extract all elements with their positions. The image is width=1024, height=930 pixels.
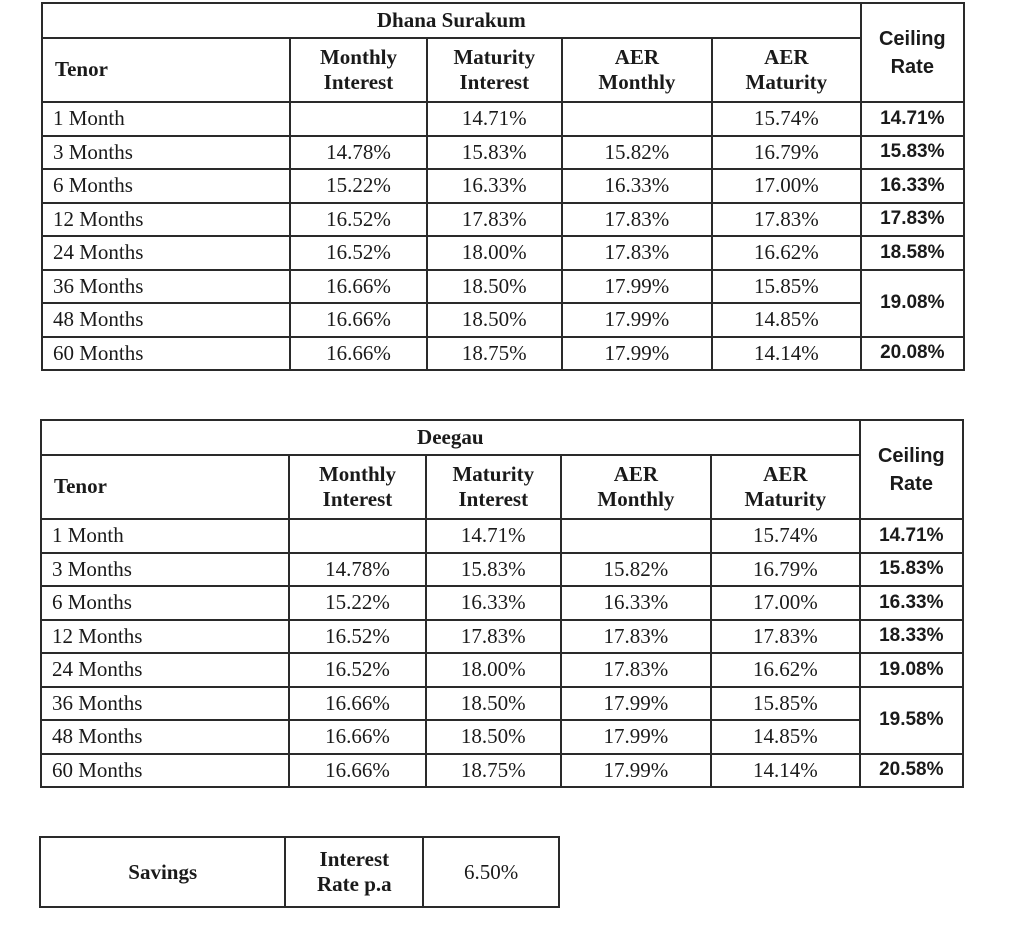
table-row: [41, 519, 963, 553]
maturity-interest-header: Maturity Interest: [427, 38, 562, 102]
aer-monthly-cell: 17.83%: [561, 620, 711, 654]
monthly-cell: 16.66%: [289, 720, 426, 754]
monthly-cell: 16.66%: [289, 687, 426, 721]
maturity-cell: 17.83%: [427, 203, 562, 237]
aer-monthly-cell: 17.99%: [562, 270, 712, 304]
tenor-cell: 3 Months: [42, 136, 290, 170]
aer-maturity-cell: 14.85%: [711, 720, 860, 754]
ceiling-rate-header: Ceiling Rate: [861, 3, 964, 102]
ceiling-cell: 16.33%: [860, 586, 963, 620]
ceiling-cell: 15.83%: [861, 136, 964, 170]
ceiling-cell: 19.08%: [860, 653, 963, 687]
monthly-interest-header: Monthly Interest: [290, 38, 427, 102]
tenor-cell: 60 Months: [41, 754, 289, 788]
table-row: [42, 169, 964, 203]
monthly-interest-header: Monthly Interest: [289, 455, 426, 519]
maturity-cell: 15.83%: [426, 553, 561, 587]
ceiling-cell: 18.58%: [861, 236, 964, 270]
aer-monthly-cell: 15.82%: [562, 136, 712, 170]
ceiling-cell: 19.08%: [861, 270, 964, 337]
ceiling-cell: 15.83%: [860, 553, 963, 587]
savings-table: [39, 836, 560, 908]
deegau-table: [40, 419, 964, 788]
monthly-cell: 15.22%: [290, 169, 427, 203]
ceiling-cell: 20.08%: [861, 337, 964, 371]
ceiling-cell: 14.71%: [861, 102, 964, 136]
aer-maturity-cell: 16.79%: [711, 553, 860, 587]
maturity-cell: 17.83%: [426, 620, 561, 654]
monthly-cell: [289, 519, 426, 553]
aer-monthly-cell: 17.99%: [562, 303, 712, 337]
tenor-header: Tenor: [42, 38, 290, 102]
maturity-cell: 18.75%: [426, 754, 561, 788]
table-title: Deegau: [41, 420, 860, 455]
dhana-surakum-table: [41, 2, 965, 371]
maturity-cell: 18.50%: [426, 687, 561, 721]
monthly-cell: 16.52%: [289, 653, 426, 687]
aer-monthly-cell: 17.99%: [561, 720, 711, 754]
aer-maturity-cell: 17.00%: [712, 169, 861, 203]
aer-monthly-header: AER Monthly: [562, 38, 712, 102]
maturity-cell: 18.00%: [426, 653, 561, 687]
aer-maturity-cell: 14.14%: [711, 754, 860, 788]
interest-rate-label: Interest Rate p.a: [285, 837, 423, 907]
aer-maturity-cell: 17.83%: [712, 203, 861, 237]
aer-monthly-cell: 17.83%: [562, 203, 712, 237]
maturity-cell: 18.50%: [426, 720, 561, 754]
monthly-cell: 16.52%: [290, 203, 427, 237]
table-row: [41, 620, 963, 654]
aer-monthly-cell: 17.83%: [562, 236, 712, 270]
aer-maturity-header: AER Maturity: [711, 455, 860, 519]
maturity-cell: 18.50%: [427, 303, 562, 337]
monthly-cell: 16.66%: [290, 303, 427, 337]
monthly-cell: 16.66%: [290, 337, 427, 371]
aer-monthly-cell: 16.33%: [561, 586, 711, 620]
table-row: [41, 754, 963, 788]
savings-label: Savings: [40, 837, 285, 907]
maturity-interest-header: Maturity Interest: [426, 455, 561, 519]
aer-maturity-cell: 14.85%: [712, 303, 861, 337]
monthly-cell: 14.78%: [290, 136, 427, 170]
monthly-cell: 15.22%: [289, 586, 426, 620]
monthly-cell: 16.66%: [290, 270, 427, 304]
aer-maturity-cell: 17.00%: [711, 586, 860, 620]
tenor-cell: 36 Months: [42, 270, 290, 304]
table-row: [41, 720, 963, 754]
aer-maturity-cell: 15.85%: [711, 687, 860, 721]
monthly-cell: 16.52%: [290, 236, 427, 270]
maturity-cell: 18.50%: [427, 270, 562, 304]
maturity-cell: 15.83%: [427, 136, 562, 170]
tenor-cell: 36 Months: [41, 687, 289, 721]
aer-maturity-cell: 15.74%: [712, 102, 861, 136]
table-row: [42, 203, 964, 237]
maturity-cell: 18.75%: [427, 337, 562, 371]
tenor-cell: 60 Months: [42, 337, 290, 371]
tenor-cell: 12 Months: [41, 620, 289, 654]
monthly-cell: 14.78%: [289, 553, 426, 587]
tenor-cell: 12 Months: [42, 203, 290, 237]
aer-monthly-cell: [562, 102, 712, 136]
ceiling-cell: 20.58%: [860, 754, 963, 788]
tenor-header: Tenor: [41, 455, 289, 519]
maturity-cell: 16.33%: [426, 586, 561, 620]
aer-maturity-header: AER Maturity: [712, 38, 861, 102]
aer-monthly-cell: 17.83%: [561, 653, 711, 687]
maturity-cell: 18.00%: [427, 236, 562, 270]
tenor-cell: 48 Months: [42, 303, 290, 337]
aer-monthly-cell: [561, 519, 711, 553]
ceiling-cell: 19.58%: [860, 687, 963, 754]
table-row: [41, 687, 963, 721]
table-row: [41, 553, 963, 587]
table-row: [41, 586, 963, 620]
table-row: [42, 236, 964, 270]
ceiling-cell: 16.33%: [861, 169, 964, 203]
aer-maturity-cell: 16.79%: [712, 136, 861, 170]
tenor-cell: 1 Month: [41, 519, 289, 553]
maturity-cell: 16.33%: [427, 169, 562, 203]
aer-maturity-cell: 16.62%: [712, 236, 861, 270]
tenor-cell: 3 Months: [41, 553, 289, 587]
table-row: [42, 337, 964, 371]
aer-maturity-cell: 15.74%: [711, 519, 860, 553]
maturity-cell: 14.71%: [427, 102, 562, 136]
ceiling-cell: 18.33%: [860, 620, 963, 654]
monthly-cell: [290, 102, 427, 136]
aer-maturity-cell: 14.14%: [712, 337, 861, 371]
aer-monthly-cell: 17.99%: [561, 687, 711, 721]
tenor-cell: 24 Months: [42, 236, 290, 270]
ceiling-cell: 14.71%: [860, 519, 963, 553]
table-title: Dhana Surakum: [42, 3, 861, 38]
aer-maturity-cell: 17.83%: [711, 620, 860, 654]
aer-monthly-cell: 17.99%: [562, 337, 712, 371]
tenor-cell: 48 Months: [41, 720, 289, 754]
table-row: [42, 136, 964, 170]
tenor-cell: 6 Months: [41, 586, 289, 620]
savings-rate-value: 6.50%: [423, 837, 559, 907]
maturity-cell: 14.71%: [426, 519, 561, 553]
monthly-cell: 16.66%: [289, 754, 426, 788]
tenor-cell: 24 Months: [41, 653, 289, 687]
ceiling-cell: 17.83%: [861, 203, 964, 237]
aer-monthly-cell: 17.99%: [561, 754, 711, 788]
aer-maturity-cell: 15.85%: [712, 270, 861, 304]
table-row: [41, 653, 963, 687]
table-row: [42, 303, 964, 337]
tenor-cell: 1 Month: [42, 102, 290, 136]
aer-monthly-cell: 15.82%: [561, 553, 711, 587]
table-row: [42, 102, 964, 136]
monthly-cell: 16.52%: [289, 620, 426, 654]
ceiling-rate-header: Ceiling Rate: [860, 420, 963, 519]
aer-monthly-cell: 16.33%: [562, 169, 712, 203]
table-row: [42, 270, 964, 304]
aer-monthly-header: AER Monthly: [561, 455, 711, 519]
aer-maturity-cell: 16.62%: [711, 653, 860, 687]
tenor-cell: 6 Months: [42, 169, 290, 203]
